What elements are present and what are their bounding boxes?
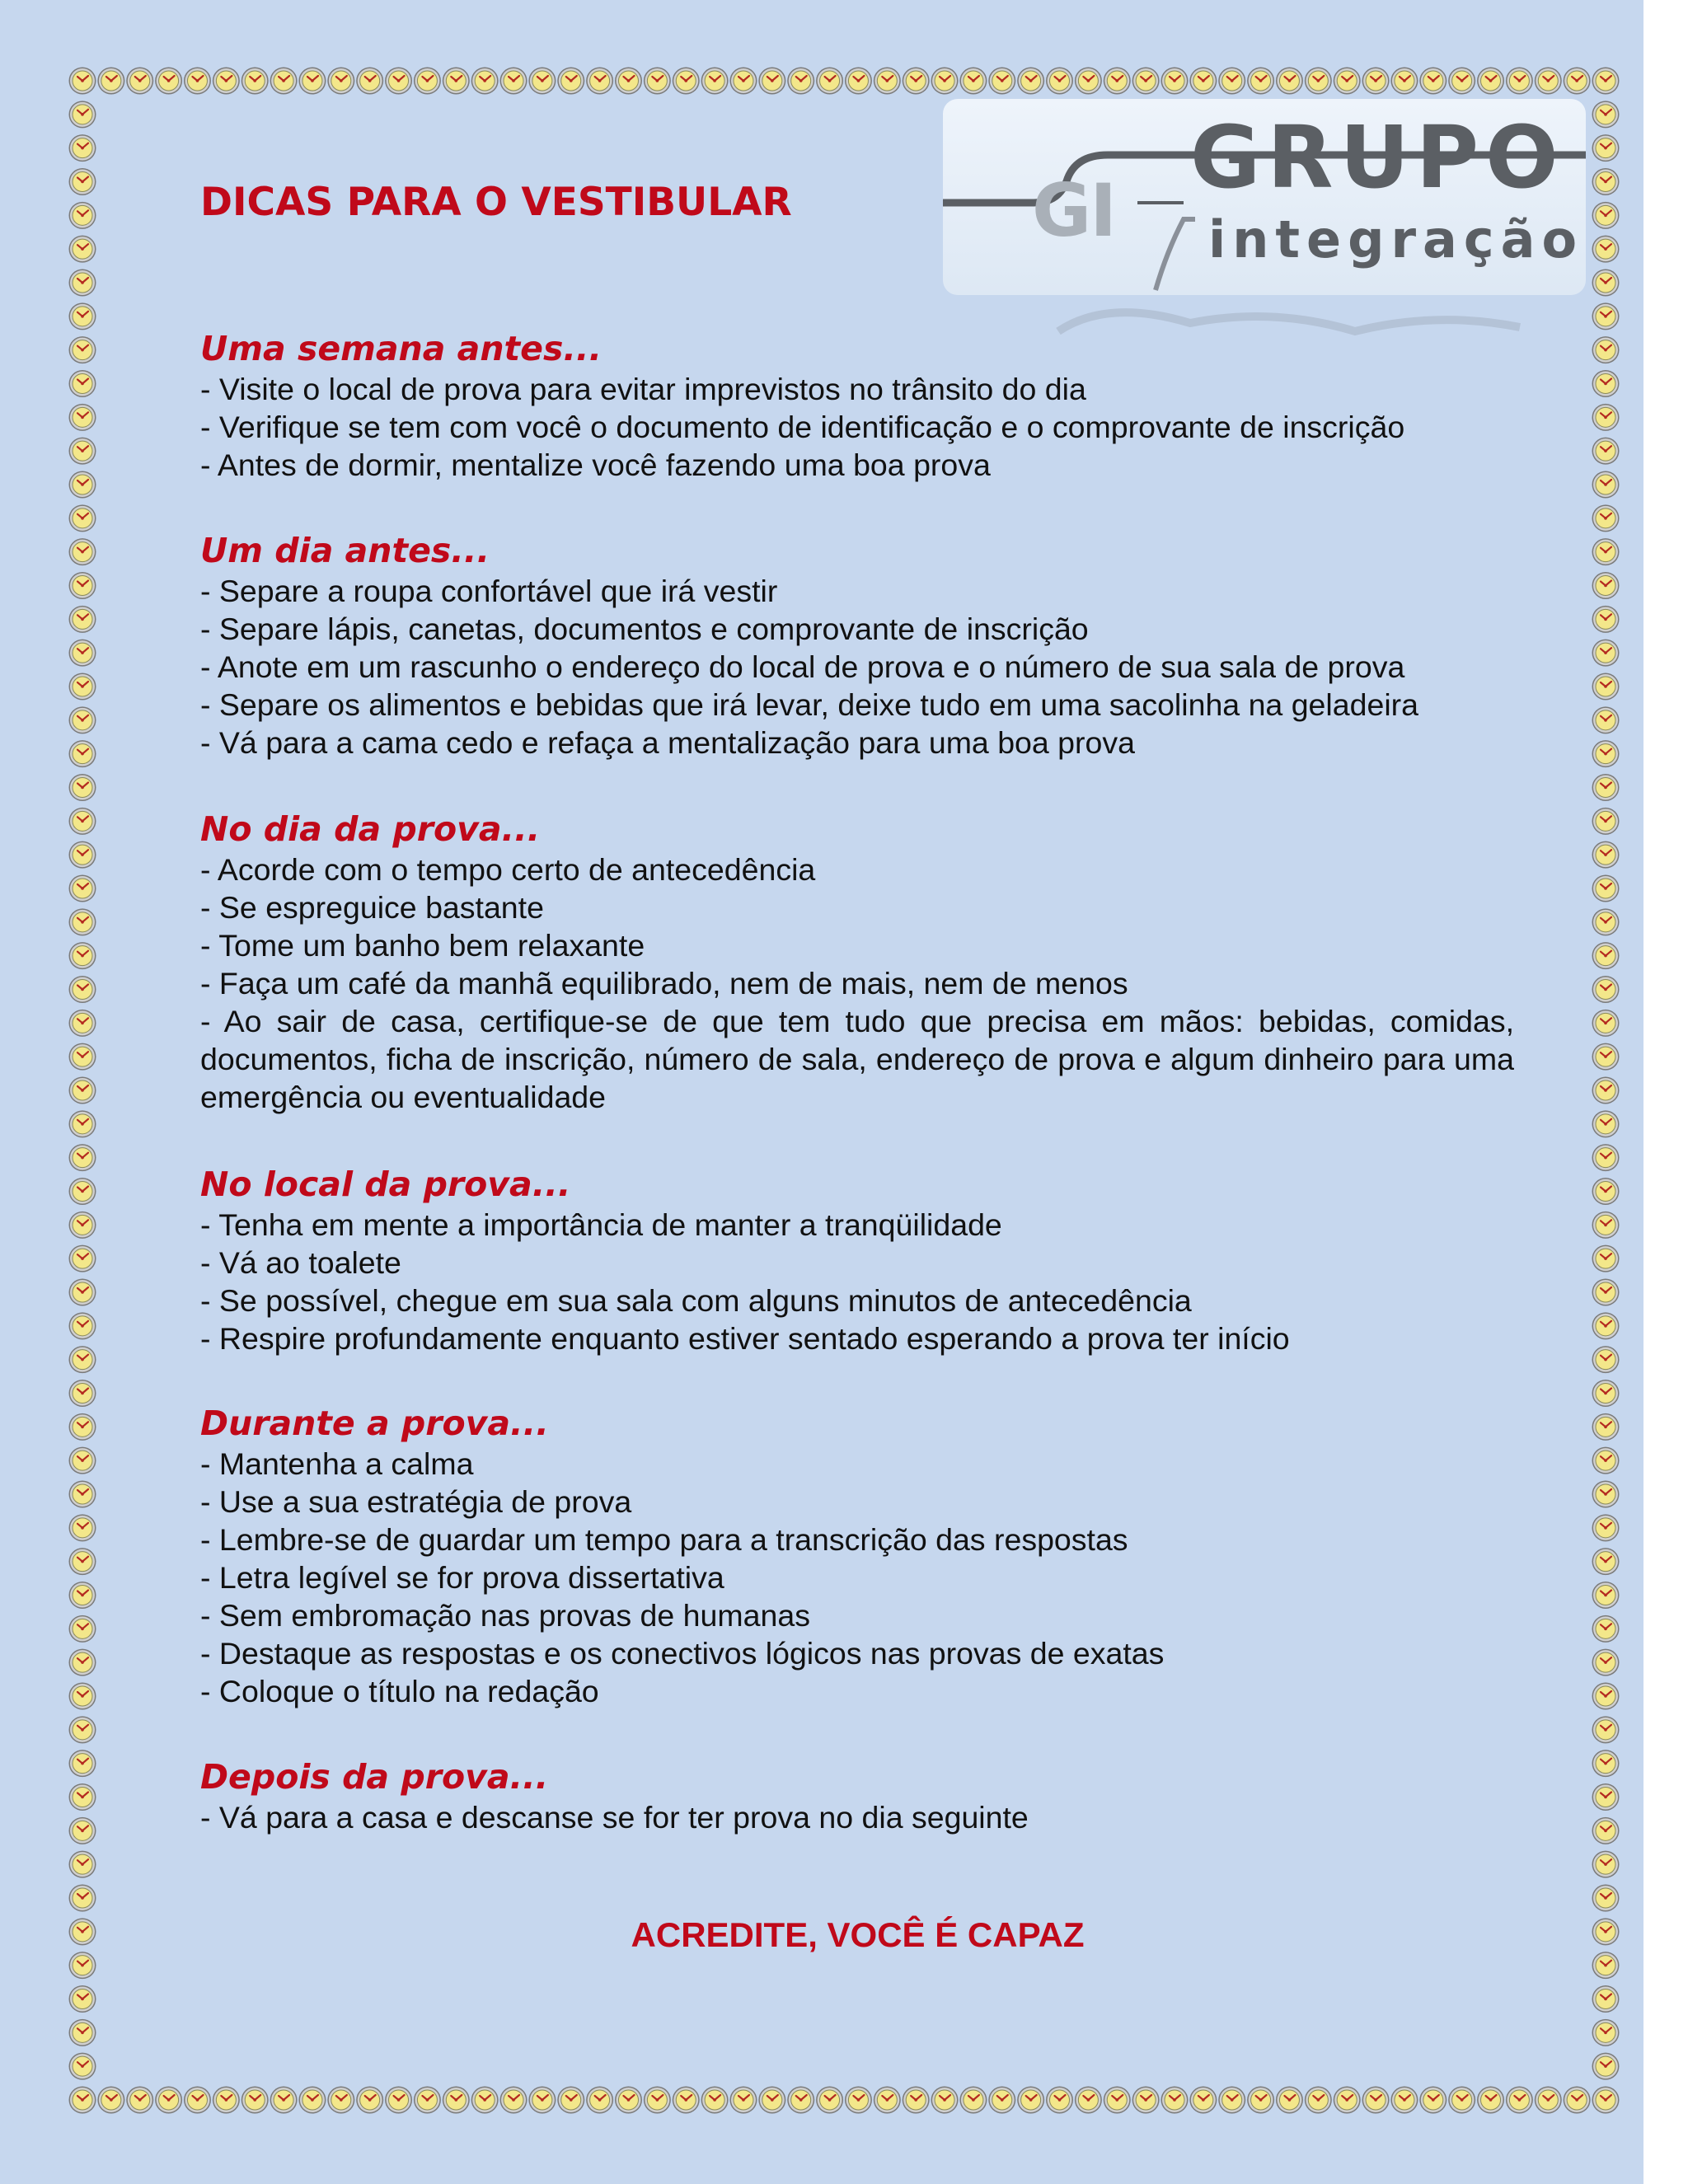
tip-item: - Visite o local de prova para evitar imprevistos no trânsito do dia — [200, 372, 1086, 406]
tip-item: - Mantenha a calma — [200, 1446, 474, 1481]
clock-icon — [414, 68, 441, 95]
section-heading: No local da prova... — [200, 1165, 571, 1204]
clock-icon — [1592, 336, 1620, 363]
closing-message: ACREDITE, VOCÊ É CAPAZ — [631, 1915, 1085, 1954]
clock-icon — [500, 68, 528, 95]
logo-wordmark-grupo: GRUPO — [1190, 107, 1565, 208]
section-heading: Uma semana antes... — [200, 329, 603, 368]
clock-icon — [69, 606, 96, 633]
clock-icon — [471, 68, 499, 95]
clock-icon — [673, 2087, 700, 2114]
clock-icon — [69, 1514, 96, 1541]
clock-icon — [213, 68, 240, 95]
clock-icon — [97, 2087, 124, 2114]
clock-icon — [1564, 2087, 1591, 2114]
clock-icon — [903, 68, 930, 95]
clock-icon — [69, 841, 96, 869]
clock-icon — [1592, 68, 1620, 95]
clock-icon — [69, 1885, 96, 1912]
clock-icon — [1247, 2087, 1274, 2114]
clock-icon — [69, 168, 96, 195]
clock-icon — [1477, 2087, 1504, 2114]
clock-icon — [1592, 572, 1620, 599]
tip-item: - Antes de dormir, mentalize você fazendo uma boa prova — [200, 448, 991, 482]
clock-icon — [126, 2087, 153, 2114]
clock-icon — [298, 2087, 326, 2114]
clock-icon — [1592, 841, 1620, 869]
clock-icon — [69, 504, 96, 532]
clock-icon — [1247, 68, 1274, 95]
clock-icon — [69, 1279, 96, 1306]
clock-icon — [69, 1952, 96, 1979]
clock-icon — [69, 740, 96, 767]
clock-icon — [1592, 101, 1620, 128]
section-no-dia-da-prova — [200, 808, 1514, 1116]
clock-icon — [845, 68, 872, 95]
tip-item: - Se espreguice bastante — [200, 890, 544, 925]
clock-icon — [903, 2087, 930, 2114]
clock-icon — [758, 2087, 785, 2114]
clock-icon — [1592, 1380, 1620, 1407]
clock-icon — [69, 1212, 96, 1239]
clock-icon — [1132, 2087, 1160, 2114]
clock-icon — [1592, 1346, 1620, 1373]
clock-icon — [1592, 1885, 1620, 1912]
logo-mark: GI — [1032, 168, 1115, 253]
section-uma-semana-antes — [200, 328, 1514, 484]
clock-icon — [1160, 2087, 1188, 2114]
clock-icon — [155, 68, 182, 95]
tip-item: - Separe lápis, canetas, documentos e comprovante de inscrição — [200, 612, 1089, 646]
tip-item: - Destaque as respostas e os conectivos lógicos nas provas de exatas — [200, 1636, 1165, 1671]
tip-item: - Vá para a cama cedo e refaça a mentalização para uma boa prova — [200, 725, 1135, 760]
tip-item: - Ao sair de casa, certifique-se de que tem tudo que precisa em mãos: bebidas, comidas, documentos, ficha de inscrição, número de sala, endereço de prova e algum dinheiro para uma emergência ou eventualidade — [200, 1004, 1514, 1114]
section-heading: No dia da prova... — [200, 809, 541, 849]
clock-icon — [787, 2087, 814, 2114]
clock-icon — [1390, 68, 1418, 95]
tip-item: - Vá ao toalete — [200, 1245, 401, 1280]
clock-icon — [557, 2087, 584, 2114]
clock-icon — [1218, 2087, 1245, 2114]
clock-icon — [1592, 1245, 1620, 1272]
clock-icon — [298, 68, 326, 95]
clock-icon — [586, 2087, 613, 2114]
clock-icon — [500, 2087, 528, 2114]
grupo-integracao-logo — [943, 99, 1586, 295]
clock-icon — [69, 942, 96, 969]
clock-icon — [816, 68, 843, 95]
clock-icon — [69, 976, 96, 1003]
clock-icon — [1390, 2087, 1418, 2114]
clock-icon — [1592, 1683, 1620, 1710]
clock-icon — [69, 134, 96, 162]
clock-icon — [1592, 808, 1620, 835]
clock-icon — [1592, 504, 1620, 532]
tip-item: - Vá para a casa e descanse se for ter prova no dia seguinte — [200, 1800, 1029, 1835]
tip-item: - Faça um café da manhã equilibrado, nem de mais, nem de menos — [200, 966, 1128, 1001]
clock-icon — [1592, 2053, 1620, 2080]
clock-icon — [1592, 1279, 1620, 1306]
clock-icon — [69, 68, 96, 95]
clock-icon — [1592, 1110, 1620, 1137]
clock-icon — [356, 68, 383, 95]
clock-icon — [270, 68, 298, 95]
clock-icon — [414, 2087, 441, 2114]
clock-icon — [69, 1582, 96, 1609]
clock-icon — [69, 2019, 96, 2046]
clock-icon — [1334, 68, 1361, 95]
clock-icon — [586, 68, 613, 95]
section-depois-da-prova — [200, 1756, 1514, 1836]
clock-icon — [1592, 774, 1620, 801]
clock-icon — [1592, 302, 1620, 330]
clock-icon — [69, 1110, 96, 1137]
clock-icon — [1592, 370, 1620, 397]
clock-icon — [241, 68, 269, 95]
clock-icon — [1075, 2087, 1102, 2114]
clock-icon — [729, 68, 757, 95]
clock-icon — [1592, 1178, 1620, 1205]
clock-icon — [931, 68, 959, 95]
clock-icon — [1046, 68, 1073, 95]
clock-icon — [1592, 404, 1620, 431]
page-title: DICAS PARA O VESTIBULAR — [200, 180, 792, 225]
tip-item: - Lembre-se de guardar um tempo para a transcrição das respostas — [200, 1522, 1128, 1557]
clock-icon — [1592, 1514, 1620, 1541]
clock-icon — [1592, 908, 1620, 935]
section-heading: Durante a prova... — [200, 1404, 549, 1443]
clock-icon — [69, 1043, 96, 1071]
clock-icon — [69, 1783, 96, 1811]
clock-icon — [1592, 2019, 1620, 2046]
clock-icon — [1592, 1952, 1620, 1979]
clock-icon — [69, 875, 96, 902]
clock-icon — [69, 1413, 96, 1441]
clock-icon — [69, 471, 96, 499]
clock-icon — [1592, 2087, 1620, 2114]
clock-icon — [1506, 2087, 1533, 2114]
clock-icon — [69, 808, 96, 835]
clock-icon — [69, 673, 96, 701]
clock-icon — [1592, 1582, 1620, 1609]
clock-icon — [557, 68, 584, 95]
clock-icon — [69, 370, 96, 397]
clock-icon — [69, 404, 96, 431]
clock-icon — [1104, 2087, 1131, 2114]
clock-icon — [69, 1548, 96, 1575]
clock-icon — [69, 438, 96, 465]
clock-icon — [69, 1447, 96, 1474]
clock-icon — [1592, 1615, 1620, 1643]
tip-item: - Use a sua estratégia de prova — [200, 1484, 632, 1519]
clock-icon — [69, 302, 96, 330]
clock-icon — [1046, 2087, 1073, 2114]
clock-icon — [1592, 1043, 1620, 1071]
clock-icon — [816, 2087, 843, 2114]
clock-icon — [1592, 1716, 1620, 1743]
clock-icon — [1592, 1481, 1620, 1508]
clock-icon — [1592, 438, 1620, 465]
clock-icon — [1592, 1750, 1620, 1777]
tip-item: - Respire profundamente enquanto estiver sentado esperando a prova ter início — [200, 1321, 1290, 1356]
clock-icon — [1592, 1212, 1620, 1239]
clock-icon — [69, 1245, 96, 1272]
clock-icon — [1506, 68, 1533, 95]
clock-icon — [701, 68, 729, 95]
clock-icon — [1362, 2087, 1390, 2114]
clock-icon — [1017, 68, 1044, 95]
clock-icon — [1592, 1077, 1620, 1104]
clock-icon — [1592, 134, 1620, 162]
clock-icon — [1305, 2087, 1332, 2114]
clock-icon — [874, 2087, 901, 2114]
clock-icon — [528, 68, 556, 95]
clock-icon — [1592, 202, 1620, 229]
section-heading: Depois da prova... — [200, 1757, 549, 1797]
clock-icon — [701, 2087, 729, 2114]
clock-icon — [1075, 68, 1102, 95]
clock-icon — [1592, 1010, 1620, 1037]
clock-icon — [1419, 68, 1447, 95]
clock-icon — [69, 1380, 96, 1407]
clock-icon — [69, 1649, 96, 1676]
clock-icon — [69, 1851, 96, 1878]
clock-icon — [1592, 875, 1620, 902]
clock-icon — [69, 1312, 96, 1339]
clock-icon — [69, 1683, 96, 1710]
clock-icon — [528, 2087, 556, 2114]
clock-icon — [385, 68, 412, 95]
clock-icon — [1592, 606, 1620, 633]
clock-icon — [69, 1615, 96, 1643]
tip-item: - Acorde com o tempo certo de antecedência — [200, 852, 816, 887]
clock-icon — [1592, 538, 1620, 565]
clock-icon — [69, 1178, 96, 1205]
clock-icon — [69, 236, 96, 263]
clock-icon — [69, 1481, 96, 1508]
clock-icon — [673, 68, 700, 95]
clock-icon — [155, 2087, 182, 2114]
clock-icon — [988, 2087, 1015, 2114]
tip-item: - Separe os alimentos e bebidas que irá levar, deixe tudo em uma sacolinha na geladeira — [200, 687, 1418, 722]
clock-icon — [69, 202, 96, 229]
clock-icon — [69, 1817, 96, 1844]
clock-icon — [1592, 236, 1620, 263]
tip-item: - Tenha em mente a importância de manter a tranqüilidade — [200, 1207, 1002, 1242]
clock-icon — [69, 1346, 96, 1373]
tip-item: - Tome um banho bem relaxante — [200, 928, 645, 963]
clock-icon — [1564, 68, 1591, 95]
clock-icon — [1189, 2087, 1217, 2114]
clock-icon — [471, 2087, 499, 2114]
clock-icon — [69, 1077, 96, 1104]
clock-icon — [69, 2053, 96, 2080]
section-durante-a-prova — [200, 1403, 1514, 1710]
clock-icon — [1592, 1548, 1620, 1575]
clock-icon — [69, 774, 96, 801]
clock-icon — [1477, 68, 1504, 95]
clock-icon — [1189, 68, 1217, 95]
clock-icon — [270, 2087, 298, 2114]
clock-icon — [1592, 976, 1620, 1003]
clock-icon — [69, 1716, 96, 1743]
clock-icon — [184, 68, 211, 95]
clock-icon — [1592, 1783, 1620, 1811]
clock-icon — [241, 2087, 269, 2114]
clock-icon — [69, 1010, 96, 1037]
clock-icon — [1592, 471, 1620, 499]
clock-icon — [1535, 68, 1562, 95]
clock-icon — [1132, 68, 1160, 95]
clock-icon — [1592, 168, 1620, 195]
clock-icon — [1535, 2087, 1562, 2114]
clock-icon — [1592, 1851, 1620, 1878]
clock-icon — [1448, 2087, 1475, 2114]
clock-icon — [1448, 68, 1475, 95]
clock-icon — [1334, 2087, 1361, 2114]
tip-item: - Separe a roupa confortável que irá vestir — [200, 574, 778, 608]
logo-wordmark-integracao: integração — [1208, 209, 1584, 269]
clock-icon — [1592, 1985, 1620, 2013]
clock-icon — [97, 68, 124, 95]
clock-icon — [1276, 68, 1303, 95]
clock-icon — [1276, 2087, 1303, 2114]
clock-icon — [1592, 640, 1620, 667]
clock-icon — [644, 2087, 671, 2114]
clock-icon — [69, 908, 96, 935]
clock-icon — [1592, 706, 1620, 733]
clock-icon — [385, 2087, 412, 2114]
clock-icon — [959, 68, 987, 95]
clock-icon — [1592, 1447, 1620, 1474]
clock-icon — [126, 68, 153, 95]
clock-icon — [758, 68, 785, 95]
tip-item: - Sem embromação nas provas de humanas — [200, 1598, 810, 1633]
clock-icon — [1592, 673, 1620, 701]
clock-icon — [615, 68, 642, 95]
clock-icon — [69, 706, 96, 733]
clock-icon — [988, 68, 1015, 95]
clock-icon — [644, 68, 671, 95]
clock-icon — [874, 68, 901, 95]
clock-icon — [959, 2087, 987, 2114]
clock-icon — [69, 1750, 96, 1777]
tip-item: - Anote em um rascunho o endereço do local de prova e o número de sua sala de prova — [200, 649, 1405, 684]
clock-icon — [615, 2087, 642, 2114]
clock-icon — [1362, 68, 1390, 95]
clock-icon — [69, 101, 96, 128]
clock-icon — [931, 2087, 959, 2114]
clock-icon — [443, 68, 470, 95]
clock-icon — [327, 2087, 354, 2114]
clock-icon — [327, 68, 354, 95]
clock-icon — [1218, 68, 1245, 95]
clock-icon — [443, 2087, 470, 2114]
clock-icon — [69, 1144, 96, 1171]
clock-icon — [69, 538, 96, 565]
clock-icon — [1017, 2087, 1044, 2114]
clock-icon — [787, 68, 814, 95]
section-um-dia-antes — [200, 530, 1514, 762]
clock-icon — [845, 2087, 872, 2114]
clock-icon — [69, 572, 96, 599]
clock-icon — [1305, 68, 1332, 95]
clock-icon — [1592, 1817, 1620, 1844]
clock-icon — [1592, 942, 1620, 969]
clock-icon — [69, 2087, 96, 2114]
clock-icon — [69, 640, 96, 667]
clock-icon — [1592, 269, 1620, 297]
clock-icon — [1592, 1144, 1620, 1171]
tip-item: - Coloque o título na redação — [200, 1674, 599, 1708]
tip-item: - Verifique se tem com você o documento de identificação e o comprovante de inscrição — [200, 410, 1405, 444]
clock-icon — [729, 2087, 757, 2114]
clock-icon — [69, 269, 96, 297]
section-no-local-da-prova — [200, 1164, 1514, 1357]
clock-icon — [1592, 740, 1620, 767]
tip-item: - Letra legível se for prova dissertativa — [200, 1560, 724, 1595]
clock-icon — [1592, 1649, 1620, 1676]
clock-icon — [1160, 68, 1188, 95]
clock-icon — [184, 2087, 211, 2114]
clock-icon — [69, 336, 96, 363]
section-heading: Um dia antes... — [200, 531, 490, 570]
tip-item: - Se possível, chegue em sua sala com alguns minutos de antecedência — [200, 1283, 1192, 1318]
clock-icon — [1592, 1413, 1620, 1441]
clock-icon — [1419, 2087, 1447, 2114]
clock-icon — [69, 1985, 96, 2013]
clock-icon — [213, 2087, 240, 2114]
clock-icon — [356, 2087, 383, 2114]
clock-icon — [1104, 68, 1131, 95]
clock-icon — [1592, 1312, 1620, 1339]
